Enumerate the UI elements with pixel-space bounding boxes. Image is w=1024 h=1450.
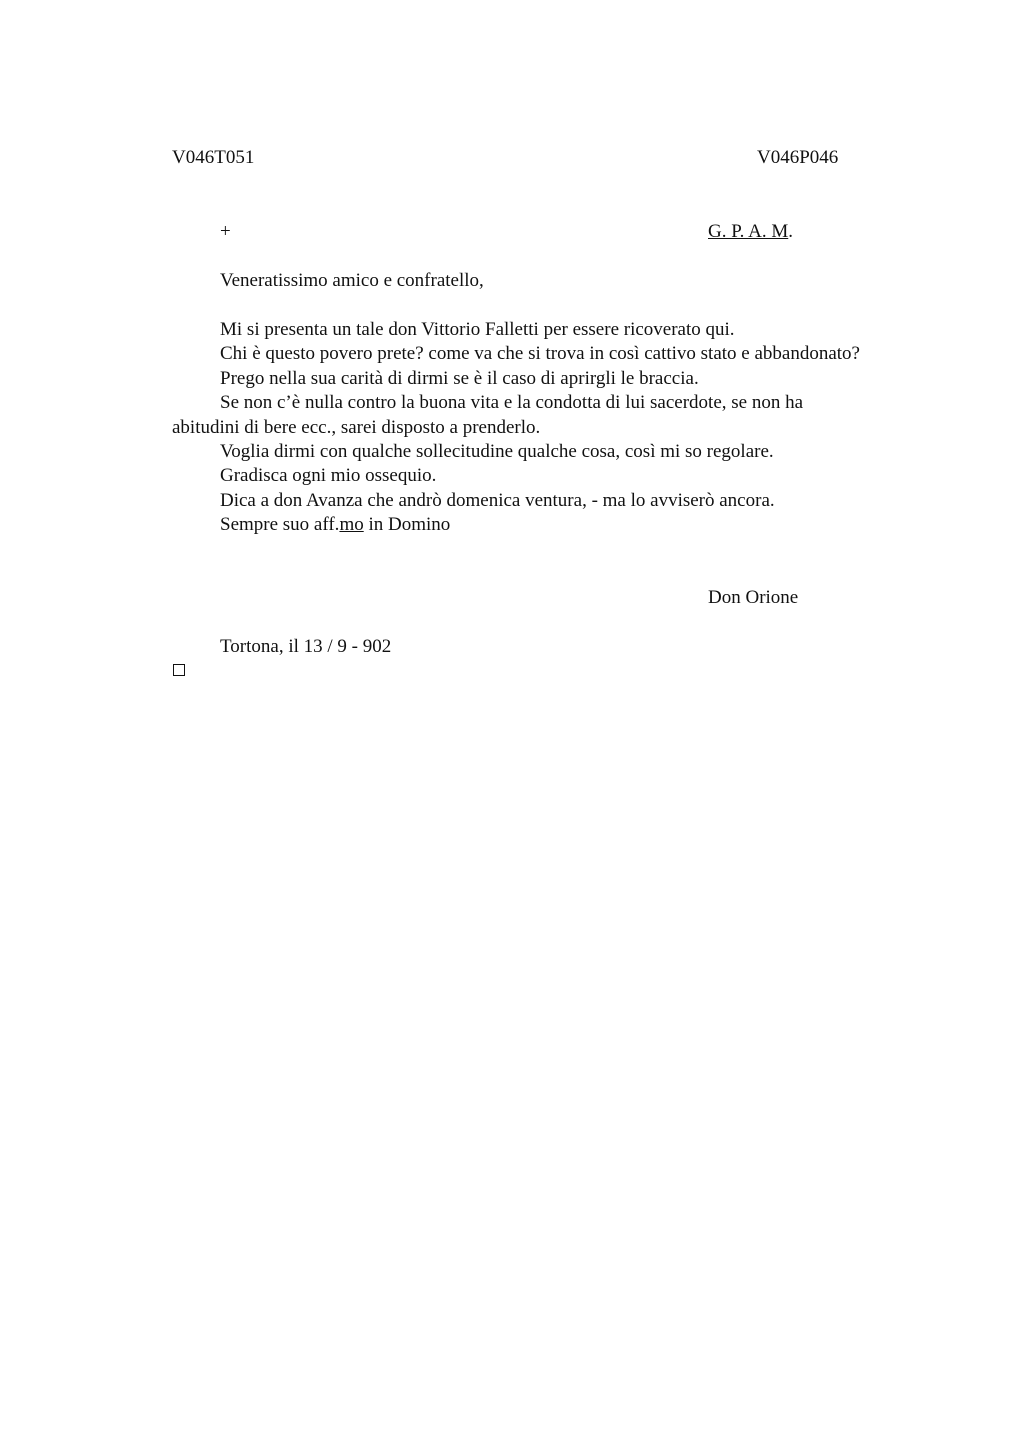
paragraph: Gradisca ogni mio ossequio. bbox=[220, 465, 437, 487]
salutation: Veneratissimo amico e confratello, bbox=[220, 270, 484, 291]
signature: Don Orione bbox=[708, 587, 799, 608]
closing-line bbox=[172, 513, 862, 537]
place-date: Tortona, il 13 / 9 - 902 bbox=[220, 636, 392, 657]
empty-square-icon bbox=[173, 664, 185, 676]
closing-prefix: Sempre suo aff. bbox=[220, 514, 340, 536]
closing-suffix: in Domino bbox=[363, 514, 451, 536]
document-code-left: V046T051 bbox=[172, 147, 255, 168]
motto-suffix: . bbox=[788, 221, 793, 242]
paragraph: Se non c’è nulla contro la buona vita e la condotta di lui sacerdote, se non ha abitudini di bere ecc., sarei disposto a prenderlo. bbox=[172, 392, 804, 438]
closing-underlined: mo bbox=[339, 514, 364, 536]
motto-text: G. P. A. M bbox=[708, 221, 789, 242]
letter-body bbox=[172, 318, 862, 538]
paragraph: Mi si presenta un tale don Vittorio Falletti per essere ricoverato qui. bbox=[220, 319, 735, 340]
cross-symbol: + bbox=[220, 221, 231, 242]
motto-heading bbox=[708, 220, 793, 244]
document-code-right: V046P046 bbox=[757, 147, 839, 168]
paragraph: Prego nella sua carità di dirmi se è il caso di aprirgli le braccia. bbox=[220, 367, 699, 389]
paragraph: Dica a don Avanza che andrò domenica ventura, - ma lo avviserò ancora. bbox=[220, 489, 775, 511]
paragraph: Voglia dirmi con qualche sollecitudine qualche cosa, così mi so regolare. bbox=[220, 441, 774, 463]
paragraph: Chi è questo povero prete? come va che si trova in così cattivo stato e abbandonato? bbox=[220, 343, 860, 365]
